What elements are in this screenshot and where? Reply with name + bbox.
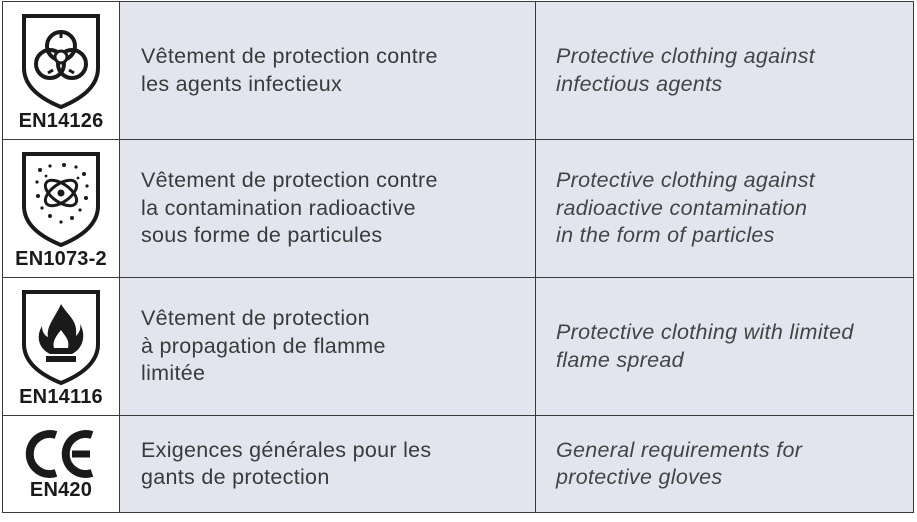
english-description: Protective clothing against infectious agents [536,2,914,140]
table-row [3,278,914,416]
table-row [3,2,914,140]
standard-code: EN1073-2 [15,247,107,270]
radioactive-particles-icon [20,148,102,248]
french-description: Exigences générales pour les gants de protection [120,416,536,513]
icon-cell [3,2,120,140]
ce-mark-icon [20,427,102,479]
english-description: General requirements for protective gloves [536,416,914,513]
standard-code: EN420 [29,479,93,501]
table-row [3,140,914,278]
icon-cell [3,416,120,513]
icon-cell [3,140,120,278]
flame-icon [20,286,102,386]
certification-table [2,1,914,513]
biohazard-icon [20,10,102,110]
french-description: Vêtement de protection contre les agents infectieux [120,2,536,140]
french-description: Vêtement de protection à propagation de flamme limitée [120,278,536,416]
icon-cell [3,278,120,416]
standard-code: EN14116 [19,385,103,408]
english-description: Protective clothing against radioactive contamination in the form of particles [536,140,914,278]
standard-code: EN14126 [18,109,104,132]
french-description: Vêtement de protection contre la contamination radioactive sous forme de particules [120,140,536,278]
english-description: Protective clothing with limited flame spread [536,278,914,416]
table-row [3,416,914,513]
